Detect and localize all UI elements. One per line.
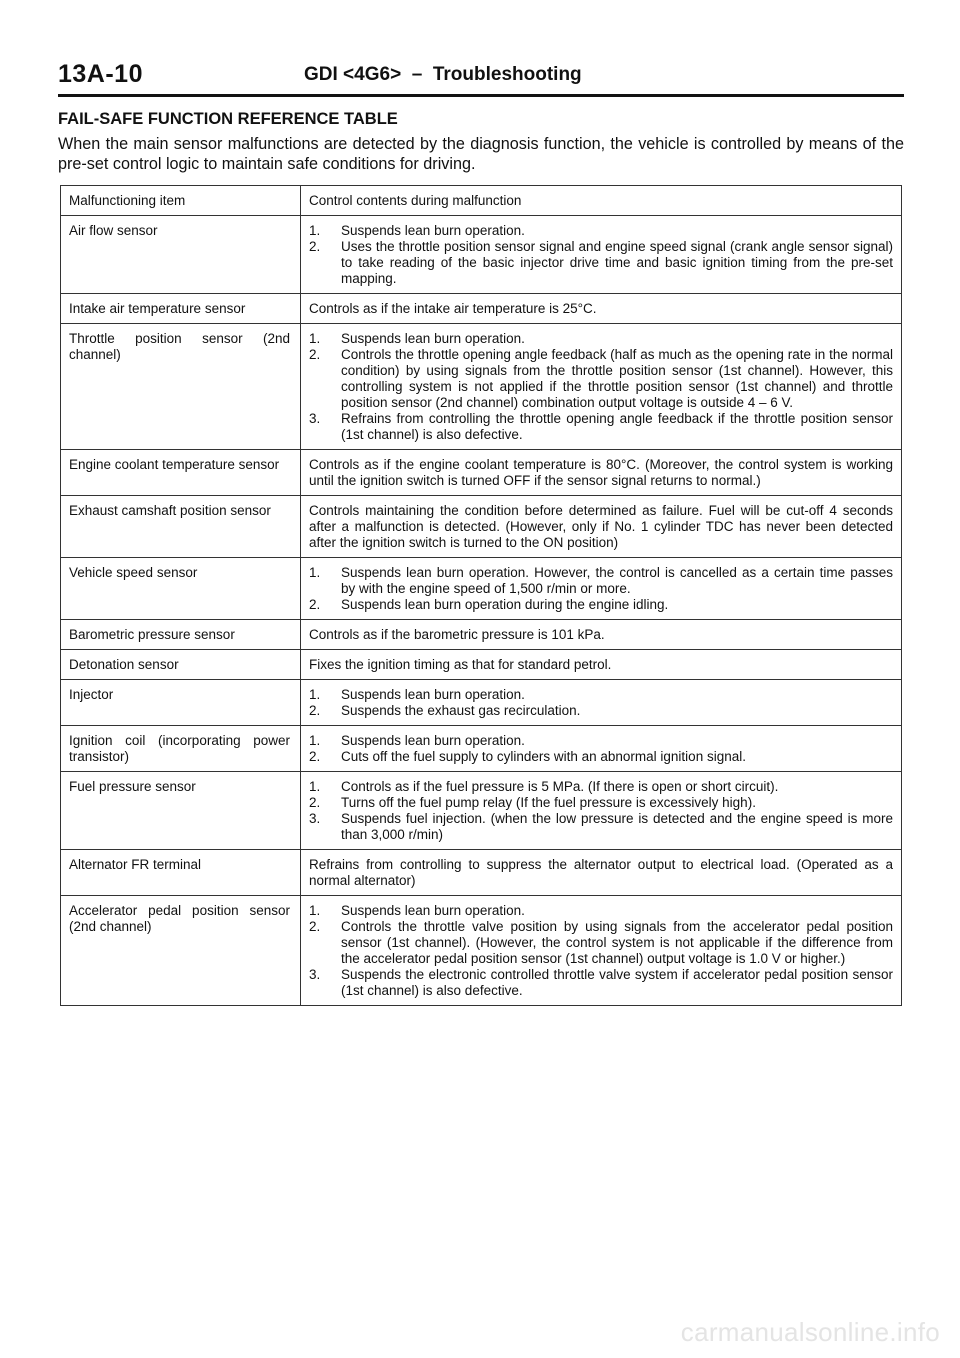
table-row xyxy=(61,650,902,680)
table-row xyxy=(61,558,902,620)
control-step xyxy=(309,919,893,967)
malfunctioning-item-cell: Alternator FR terminal xyxy=(61,850,301,896)
control-step xyxy=(309,565,893,597)
control-step xyxy=(309,597,893,613)
step-text: Suspends fuel injection. (when the low pressure is detected and the engine speed is more than 3,000 r/min) xyxy=(341,811,893,842)
step-number: 1. xyxy=(309,331,321,346)
control-contents-cell xyxy=(301,680,902,726)
control-step xyxy=(309,967,893,999)
watermark: carmanualsonline.info xyxy=(680,1317,940,1347)
control-step xyxy=(309,331,893,347)
malfunctioning-item-cell: Vehicle speed sensor xyxy=(61,558,301,620)
malfunctioning-item-cell: Intake air temperature sensor xyxy=(61,294,301,324)
intro-paragraph: When the main sensor malfunctions are detected by the diagnosis function, the vehicle is controlled by means of the pre-set control logic to maintain safe conditions for driving. xyxy=(58,135,904,173)
control-text: Fixes the ignition timing as that for standard petrol. xyxy=(309,657,612,672)
control-contents-cell xyxy=(301,450,902,496)
control-step xyxy=(309,687,893,703)
control-steps-list xyxy=(309,903,893,999)
control-step xyxy=(309,733,893,749)
step-text: Turns off the fuel pump relay (If the fuel pressure is excessively high). xyxy=(341,795,756,810)
malfunctioning-item-cell: Barometric pressure sensor xyxy=(61,620,301,650)
control-step xyxy=(309,411,893,443)
control-steps-list xyxy=(309,779,893,843)
malfunctioning-item-cell: Fuel pressure sensor xyxy=(61,772,301,850)
control-text: Controls as if the intake air temperature is 25°C. xyxy=(309,301,597,316)
control-steps-list xyxy=(309,223,893,287)
control-steps-list xyxy=(309,733,893,765)
step-number: 2. xyxy=(309,703,321,718)
control-contents-cell xyxy=(301,896,902,1006)
step-number: 2. xyxy=(309,795,321,810)
control-step xyxy=(309,749,893,765)
control-text: Controls maintaining the condition before determined as failure. Fuel will be cut-off 4 seconds after a malfunction is detected. (However, only if No. 1 cylinder TDC has never been detected after the ignition switch is turned to the ON position) xyxy=(309,503,893,550)
control-steps-list xyxy=(309,565,893,613)
step-text: Cuts off the fuel supply to cylinders with an abnormal ignition signal. xyxy=(341,749,746,764)
control-contents-cell xyxy=(301,726,902,772)
step-number: 2. xyxy=(309,239,321,254)
control-text: Refrains from controlling to suppress the alternator output to electrical load. (Operated as a normal alternator) xyxy=(309,857,893,888)
control-step xyxy=(309,779,893,795)
control-steps-list xyxy=(309,687,893,719)
malfunctioning-item-cell: Injector xyxy=(61,680,301,726)
step-number: 1. xyxy=(309,223,321,238)
step-text: Suspends lean burn operation. xyxy=(341,903,525,918)
section-title: FAIL-SAFE FUNCTION REFERENCE TABLE xyxy=(58,110,398,128)
column-header-malfunctioning-item: Malfunctioning item xyxy=(61,186,301,216)
malfunctioning-item-cell: Detonation sensor xyxy=(61,650,301,680)
step-number: 2. xyxy=(309,597,321,612)
control-step xyxy=(309,239,893,287)
table-row xyxy=(61,620,902,650)
step-text: Suspends lean burn operation during the engine idling. xyxy=(341,597,669,612)
step-number: 1. xyxy=(309,779,321,794)
step-number: 1. xyxy=(309,903,321,918)
control-contents-cell xyxy=(301,620,902,650)
fail-safe-table xyxy=(60,185,902,1006)
control-contents-cell xyxy=(301,294,902,324)
step-number: 1. xyxy=(309,687,321,702)
malfunctioning-item-cell: Air flow sensor xyxy=(61,216,301,294)
malfunctioning-item-cell: Engine coolant temperature sensor xyxy=(61,450,301,496)
malfunctioning-item-cell: Throttle position sensor (2nd channel) xyxy=(61,324,301,450)
control-contents-cell xyxy=(301,772,902,850)
step-text: Refrains from controlling the throttle opening angle feedback if the throttle position sensor (1st channel) is also defective. xyxy=(341,411,893,442)
page-header xyxy=(58,58,904,97)
step-number: 1. xyxy=(309,733,321,748)
control-step xyxy=(309,903,893,919)
step-number: 2. xyxy=(309,347,321,362)
step-number: 2. xyxy=(309,919,321,934)
table-row xyxy=(61,496,902,558)
table-row xyxy=(61,726,902,772)
running-title: GDI <4G6> – Troubleshooting xyxy=(304,64,582,85)
step-number: 3. xyxy=(309,967,321,982)
step-text: Uses the throttle position sensor signal and engine speed signal (crank angle sensor signal) to take reading of the basic injector drive time and basic ignition timing from the pre-set mapping. xyxy=(341,239,893,286)
table-row xyxy=(61,324,902,450)
control-step xyxy=(309,795,893,811)
control-contents-cell xyxy=(301,216,902,294)
step-text: Suspends lean burn operation. xyxy=(341,733,525,748)
step-text: Suspends lean burn operation. xyxy=(341,687,525,702)
step-text: Suspends lean burn operation. xyxy=(341,223,525,238)
step-text: Suspends lean burn operation. xyxy=(341,331,525,346)
step-text: Controls the throttle valve position by using signals from the accelerator pedal position sensor (1st channel). (However, the control system is not applicable if the difference from the accelerator pedal position sensor (1st channel) output voltage is 1.0 V or higher.) xyxy=(341,919,893,966)
step-text: Suspends the electronic controlled throttle valve system if accelerator pedal position sensor (1st channel) is also defective. xyxy=(341,967,893,998)
malfunctioning-item-cell: Accelerator pedal position sensor (2nd channel) xyxy=(61,896,301,1006)
table-row xyxy=(61,450,902,496)
table-row xyxy=(61,294,902,324)
control-contents-cell xyxy=(301,496,902,558)
step-number: 1. xyxy=(309,565,321,580)
table-row xyxy=(61,772,902,850)
step-text: Suspends lean burn operation. However, the control is cancelled as a certain time passes by with the engine speed of 1,500 r/min or more. xyxy=(341,565,893,596)
table-header-row xyxy=(61,186,902,216)
control-text: Controls as if the engine coolant temperature is 80°C. (Moreover, the control system is working until the ignition switch is turned OFF if the sensor signal returns to normal.) xyxy=(309,457,893,488)
table-row xyxy=(61,680,902,726)
step-text: Suspends the exhaust gas recirculation. xyxy=(341,703,581,718)
step-number: 3. xyxy=(309,411,321,426)
control-step xyxy=(309,703,893,719)
control-text: Controls as if the barometric pressure is 101 kPa. xyxy=(309,627,605,642)
column-header-control-contents: Control contents during malfunction xyxy=(301,186,902,216)
table-body xyxy=(61,216,902,1006)
malfunctioning-item-cell: Exhaust camshaft position sensor xyxy=(61,496,301,558)
control-step xyxy=(309,347,893,411)
control-contents-cell xyxy=(301,850,902,896)
step-number: 2. xyxy=(309,749,321,764)
table-row xyxy=(61,216,902,294)
control-contents-cell xyxy=(301,324,902,450)
step-text: Controls as if the fuel pressure is 5 MPa. (If there is open or short circuit). xyxy=(341,779,779,794)
step-number: 3. xyxy=(309,811,321,826)
control-steps-list xyxy=(309,331,893,443)
table-row xyxy=(61,850,902,896)
control-step xyxy=(309,811,893,843)
step-text: Controls the throttle opening angle feedback (half as much as the opening rate in the normal condition) by using signals from the throttle position sensor (1st channel). However, this controlling system is not applied if the throttle position sensor (1st channel) and throttle position sensor (2nd channel) combination output voltage is outside 4 – 6 V. xyxy=(341,347,893,410)
table-row xyxy=(61,896,902,1006)
malfunctioning-item-cell: Ignition coil (incorporating power transistor) xyxy=(61,726,301,772)
control-step xyxy=(309,223,893,239)
control-contents-cell xyxy=(301,650,902,680)
page-number: 13A-10 xyxy=(58,60,143,88)
control-contents-cell xyxy=(301,558,902,620)
